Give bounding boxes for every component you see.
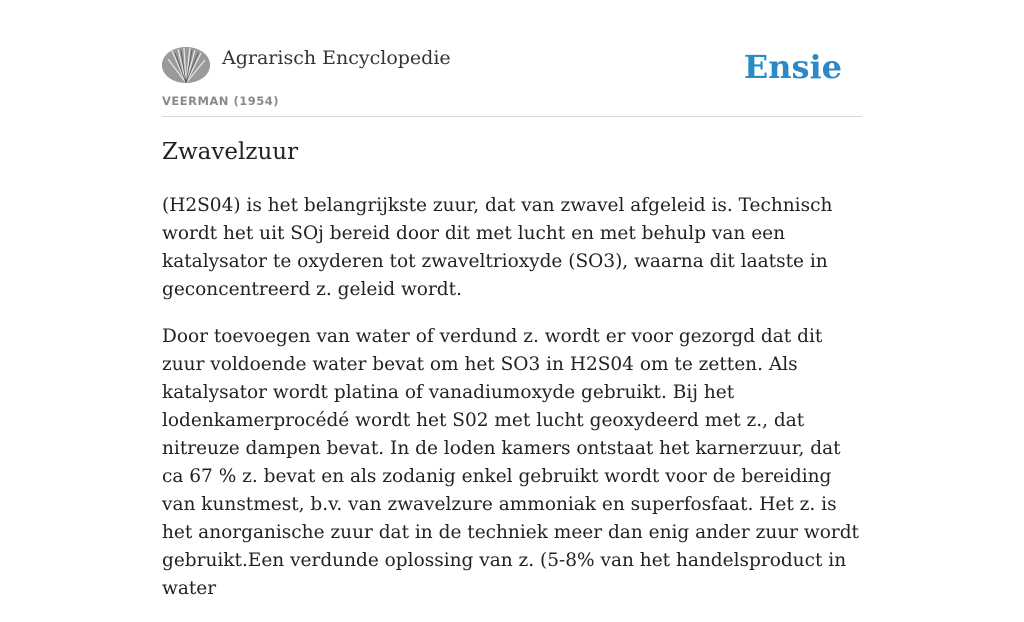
article-title: Zwavelzuur — [162, 139, 299, 165]
article-body — [162, 192, 862, 622]
wheat-sheaf-icon[interactable] — [162, 47, 210, 83]
book-title[interactable]: Agrarisch Encyclopedie — [222, 47, 451, 69]
author-label: VEERMAN (1954) — [162, 94, 279, 108]
article-paragraph: (H2S04) is het belangrijkste zuur, dat van zwavel afgeleid is. Technisch wordt het uit SOj bereid door dit met lucht en met behulp van een katalysator te oxyderen tot zwaveltrioxyde (SO3), waarna dit laatste in geconcentreerd z. geleid wordt. — [162, 195, 833, 300]
site-header — [162, 44, 862, 117]
brand-logo[interactable]: Ensie — [743, 48, 842, 86]
article-paragraph: Door toevoegen van water of verdund z. wordt er voor gezorgd dat dit zuur voldoende water bevat om het SO3 in H2S04 om te zetten. Als katalysator wordt platina of vanadiumoxyde gebruikt. Bij het lodenkamerprocédé wordt het S02 met lucht geoxydeerd met z., dat nitreuze dampen bevat. In de loden kamers ontstaat het karnerzuur, dat ca 67 % z. bevat en als zodanig enkel gebruikt wordt voor de bereiding van kunstmest, b.v. van zwavelzure ammoniak en superfosfaat. Het z. is het anorganische zuur dat in de techniek meer dan enig ander zuur wordt gebruikt.Een verdunde oplossing van z. (5-8% van het handelsproduct in water — [162, 326, 859, 599]
